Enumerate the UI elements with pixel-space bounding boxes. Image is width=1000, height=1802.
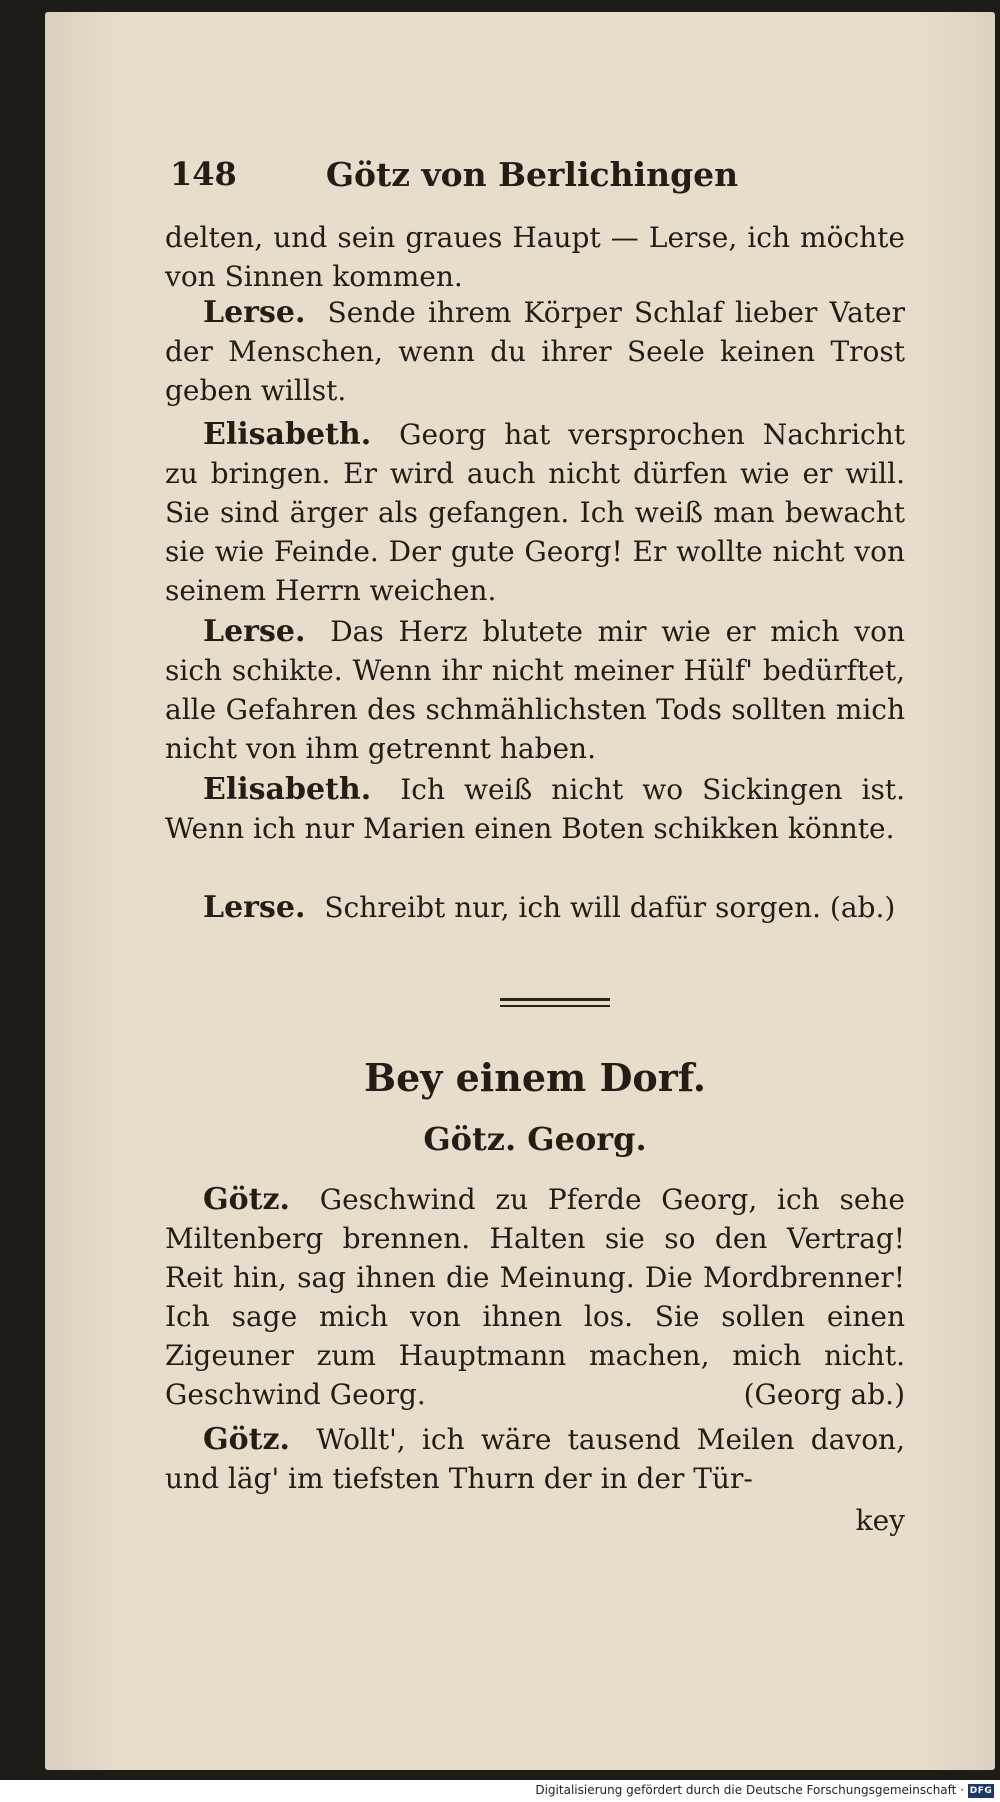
funding-notice: Digitalisierung gefördert durch die Deutsche Forschungsgemeinschaft · [535,1783,964,1797]
dialogue-paragraph [165,293,905,410]
stage-direction: (Georg ab.) [743,1378,905,1411]
catchword: key [855,1504,905,1537]
dialogue-paragraph [165,770,905,848]
dialogue-text: Schreibt nur, ich will dafür sorgen. (ab.) [324,891,896,924]
dialogue-text: Das Herz blutete mir wie er mich von sich schikte. Wenn ihr nicht meiner Hülf' bedürftet, alle Gefahren des schmählichsten Tods sollten mich nicht von ihm getrennt haben. [165,615,905,765]
speaker-name: Elisabeth. [203,772,372,807]
page-header [162,155,902,199]
dialogue-paragraph [165,415,905,610]
scene-characters: Götz. Georg. [423,1120,647,1158]
dialogue-text: Geschwind zu Pferde Georg, ich sehe Miltenberg brennen. Halten sie so den Vertrag! Reit hin, sag ihnen die Meinung. Die Mordbrenner! Ich sage mich von ihnen los. Sie sollen einen Zigeuner zum Hauptmann machen, mich nicht. Geschwind Georg. [165,1183,905,1411]
dialogue-paragraph [165,1420,905,1498]
scene-divider [500,998,610,1007]
paragraph-text: delten, und sein graues Haupt — Lerse, ich möchte von Sinnen kommen. [165,221,905,293]
dialogue-text: Wollt', ich wäre tausend Meilen davon, und läg' im tiefsten Thurn der in der Tür- [165,1423,905,1495]
dialogue-text: Georg hat versprochen Nachricht zu bringen. Er wird auch nicht dürfen wie er will. Sie sind ärger als gefangen. Ich weiß man bewacht sie wie Feinde. Der gute Georg! Er wollte nicht von seinem Herrn weichen. [165,418,906,607]
speaker-name: Götz. [203,1422,290,1457]
dialogue-paragraph [165,612,905,768]
page-number: 148 [170,155,237,193]
digitization-footer [0,1781,1000,1802]
dfg-logo-icon: DFG [969,1786,993,1796]
scene-title: Bey einem Dorf. [364,1055,706,1100]
paragraph-continuation [165,218,905,296]
dialogue-text: Sende ihrem Körper Schlaf lieber Vater der Menschen, wenn du ihrer Seele keinen Trost geben willst. [165,296,905,407]
dialogue-paragraph [165,1180,905,1414]
speaker-name: Elisabeth. [203,417,372,452]
dialogue-text: Ich weiß nicht wo Sickingen ist. Wenn ich nur Marien einen Boten schikken könnte. [165,773,906,845]
speaker-name: Lerse. [203,890,306,925]
speaker-name: Lerse. [203,614,306,649]
running-head: Götz von Berlichingen [325,155,739,194]
dialogue-paragraph [165,888,905,927]
speaker-name: Götz. [203,1182,290,1217]
speaker-name: Lerse. [203,295,306,330]
